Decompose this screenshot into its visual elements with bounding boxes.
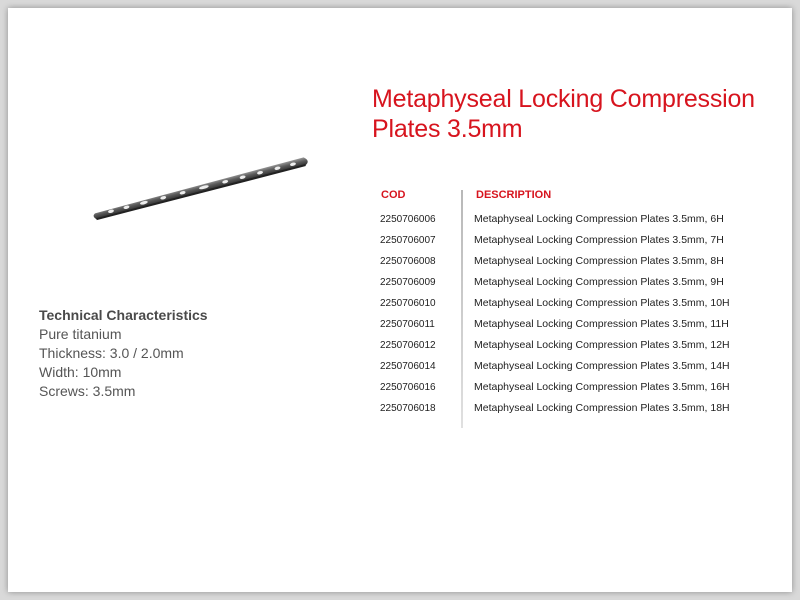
table-row [371, 378, 791, 399]
row-description: Metaphyseal Locking Compression Plates 3.5mm, 11H [474, 318, 729, 330]
header-description: DESCRIPTION [476, 189, 552, 201]
table-body [371, 210, 791, 420]
tech-width: Width: 10mm [39, 364, 122, 380]
table-row [371, 210, 791, 231]
tech-material: Pure titanium [39, 326, 122, 342]
table-header [371, 186, 791, 210]
table-row [371, 399, 791, 420]
row-description: Metaphyseal Locking Compression Plates 3.5mm, 9H [474, 276, 724, 288]
row-code: 2250706010 [380, 298, 436, 309]
tech-thickness: Thickness: 3.0 / 2.0mm [39, 345, 184, 361]
row-code: 2250706012 [380, 340, 436, 351]
row-description: Metaphyseal Locking Compression Plates 3.5mm, 16H [474, 381, 730, 393]
table-row [371, 273, 791, 294]
row-description: Metaphyseal Locking Compression Plates 3.5mm, 7H [474, 234, 724, 246]
row-description: Metaphyseal Locking Compression Plates 3.5mm, 18H [474, 402, 730, 414]
technical-characteristics [39, 306, 299, 401]
title-line-1: Metaphyseal Locking Compression [372, 85, 755, 113]
row-code: 2250706014 [380, 361, 436, 372]
table-row [371, 336, 791, 357]
catalog-page [8, 8, 792, 592]
row-description: Metaphyseal Locking Compression Plates 3.5mm, 14H [474, 360, 730, 372]
table-row [371, 357, 791, 378]
row-code: 2250706018 [380, 403, 436, 414]
tech-heading: Technical Characteristics [39, 307, 208, 323]
table-row [371, 252, 791, 273]
table-row [371, 294, 791, 315]
page-title [372, 84, 792, 144]
row-description: Metaphyseal Locking Compression Plates 3.5mm, 6H [474, 213, 724, 225]
row-code: 2250706016 [380, 382, 436, 393]
row-description: Metaphyseal Locking Compression Plates 3.5mm, 8H [474, 255, 724, 267]
row-code: 2250706008 [380, 256, 436, 267]
row-code: 2250706006 [380, 214, 436, 225]
table-row [371, 315, 791, 336]
product-table [371, 186, 791, 420]
row-code: 2250706009 [380, 277, 436, 288]
row-code: 2250706011 [380, 319, 435, 330]
row-code: 2250706007 [380, 235, 436, 246]
table-row [371, 231, 791, 252]
title-line-2: Plates 3.5mm [372, 115, 523, 143]
row-description: Metaphyseal Locking Compression Plates 3.5mm, 10H [474, 297, 730, 309]
header-code: COD [381, 189, 406, 201]
tech-screws: Screws: 3.5mm [39, 383, 136, 399]
locking-plate-image [86, 148, 316, 228]
row-description: Metaphyseal Locking Compression Plates 3.5mm, 12H [474, 339, 730, 351]
